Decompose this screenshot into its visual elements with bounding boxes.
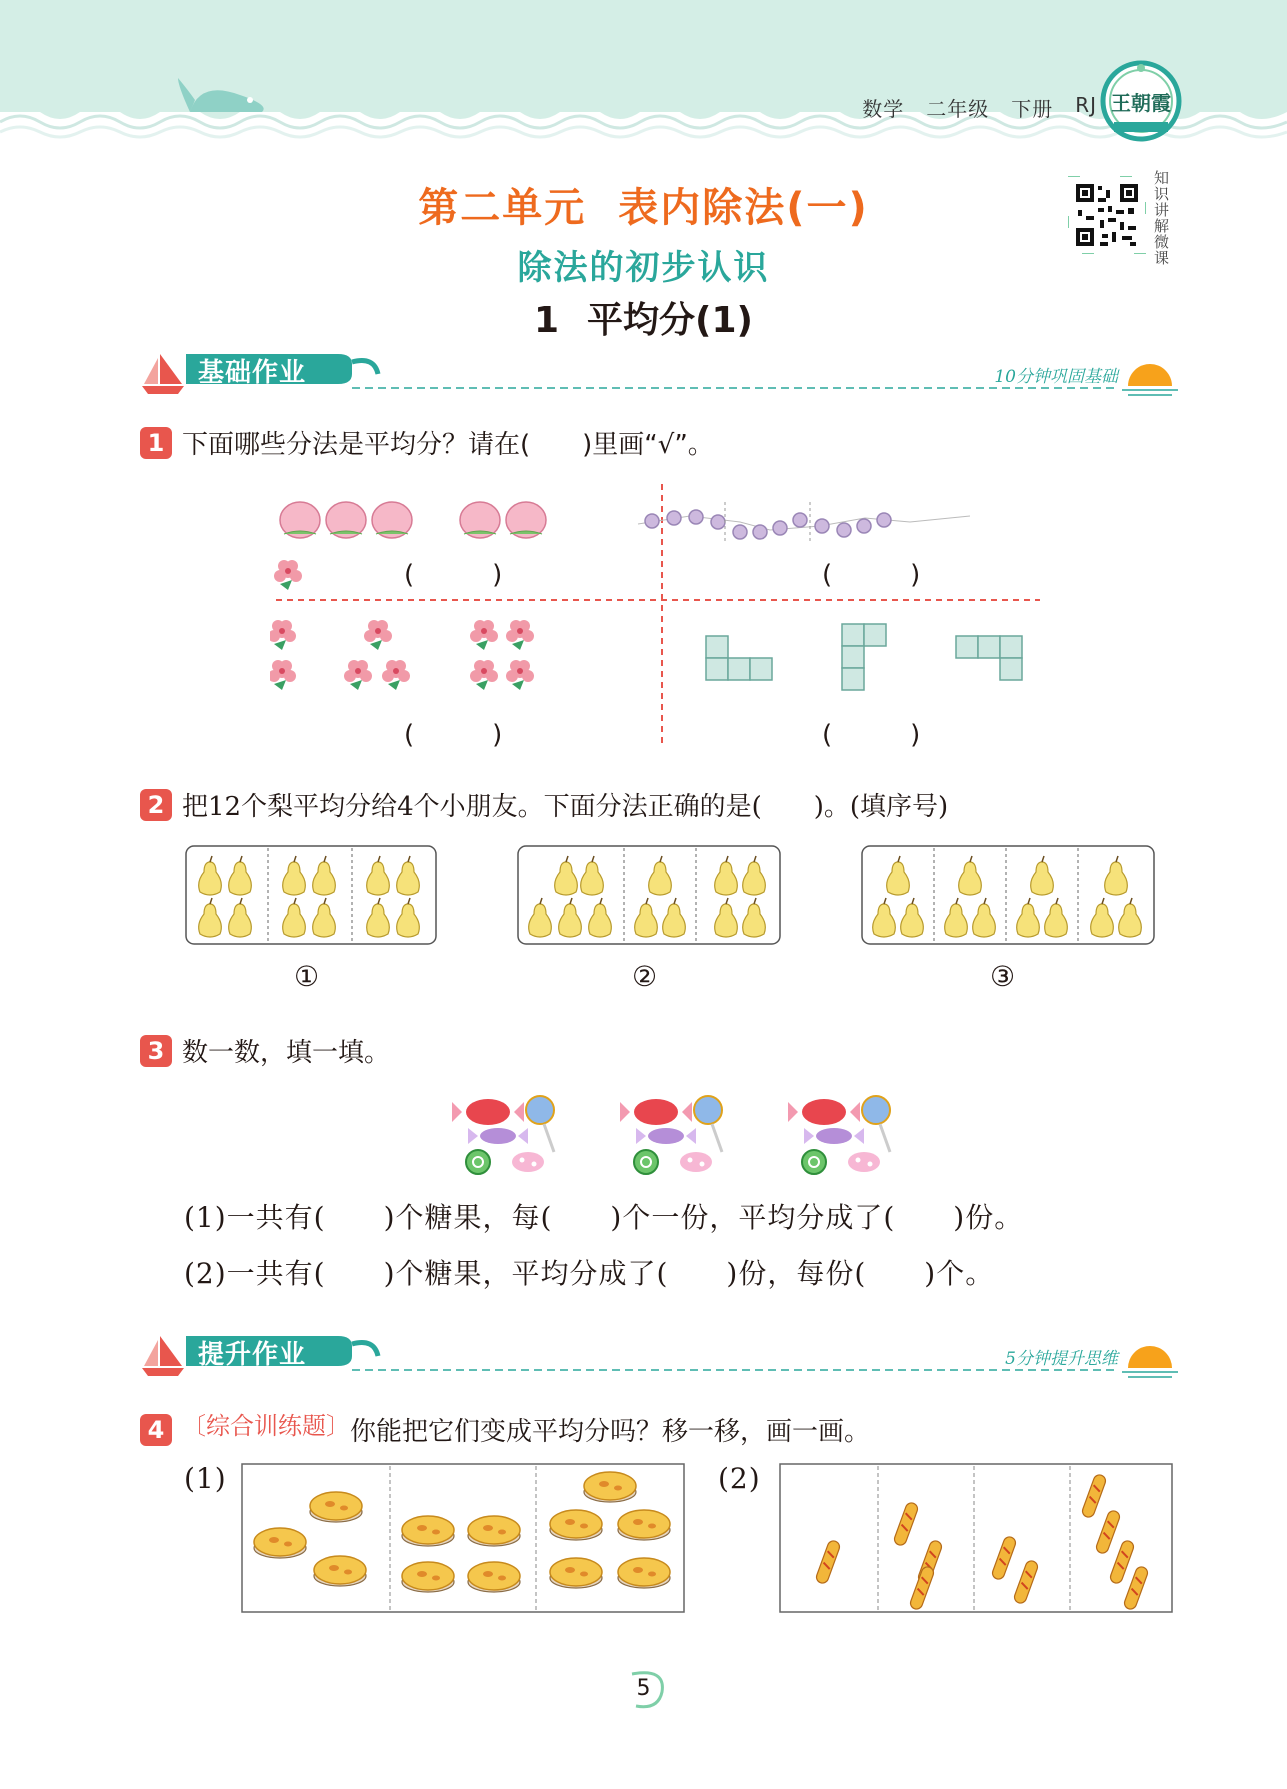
answer-blank-a[interactable]: ( ) (404, 560, 503, 590)
peach-icon (280, 502, 320, 538)
peach-group (280, 502, 546, 538)
question-text: 你能把它们变成平均分吗？移一移，画一画。 (350, 1417, 871, 1447)
question-3 (140, 1032, 390, 1069)
lesson-number: 1 (533, 300, 560, 341)
q4-part-2-label: (2) (718, 1462, 761, 1495)
question-tag: 〔综合训练题〕 (182, 1412, 350, 1440)
option-1-label: ① (294, 960, 320, 993)
section-header-basic (138, 348, 1178, 398)
q1-figure-grid (270, 480, 1050, 750)
q4-part-1-label: (1) (184, 1462, 227, 1495)
question-number: 2 (140, 789, 172, 821)
section-label: 提升作业 (198, 1340, 307, 1370)
question-number: 4 (140, 1414, 172, 1446)
option-3-label: ③ (990, 960, 1016, 993)
edition-label: RJ (1075, 93, 1097, 117)
flower-icon (274, 560, 302, 590)
qr-caption: 知识讲解微课 (1154, 169, 1170, 267)
unit-name: 表内除法(一) (618, 185, 869, 231)
header-wave-band (0, 0, 1287, 150)
header-book-info (862, 93, 1097, 122)
q3-line-1: (1)一共有( )个糖果，每( )个一份，平均分成了( )份。 (184, 1201, 1024, 1234)
tart-boxes (240, 1462, 686, 1614)
question-text: 把12个梨平均分给4个小朋友。下面分法正确的是( )。(填序号) (182, 792, 949, 822)
q2-pear-boxes (180, 842, 1160, 952)
square-shapes (706, 624, 1022, 690)
volume-label: 下册 (1011, 97, 1054, 121)
candy-groups (440, 1086, 920, 1182)
section-note: 10分钟巩固基础 (994, 367, 1118, 387)
lesson-title (0, 292, 1287, 343)
question-1 (140, 424, 714, 461)
sausage-boxes (778, 1462, 1174, 1614)
question-text: 下面哪些分法是平均分？请在( )里画“√”。 (182, 430, 714, 460)
qr-code-icon[interactable] (1068, 176, 1146, 254)
q3-line-2: (2)一共有( )个糖果，平均分成了( )份，每份( )个。 (184, 1257, 995, 1290)
page-number: 5 (636, 1676, 651, 1701)
question-2 (140, 786, 948, 823)
answer-blank-b[interactable]: ( ) (822, 560, 921, 590)
question-text: 数一数，填一填。 (182, 1038, 391, 1068)
question-4 (140, 1406, 870, 1448)
question-number: 1 (140, 427, 172, 459)
question-number: 3 (140, 1035, 172, 1067)
section-header-advanced (138, 1330, 1178, 1380)
answer-blank-d[interactable]: ( ) (822, 720, 921, 750)
grade-label: 二年级 (926, 97, 990, 121)
lesson-name: 平均分(1) (587, 300, 754, 341)
subject-label: 数学 (862, 97, 905, 121)
brand-name: 王朝霞 (1111, 91, 1171, 115)
brand-seal-logo (1100, 60, 1182, 142)
option-2-label: ② (632, 960, 658, 993)
section-label: 基础作业 (198, 358, 307, 388)
bead-string (638, 510, 970, 539)
unit-number: 第二单元 (418, 185, 587, 231)
answer-blank-c[interactable]: ( ) (404, 720, 503, 750)
unit-subtitle: 除法的初步认识 (517, 248, 770, 288)
section-note: 5分钟提升思维 (1005, 1349, 1118, 1369)
